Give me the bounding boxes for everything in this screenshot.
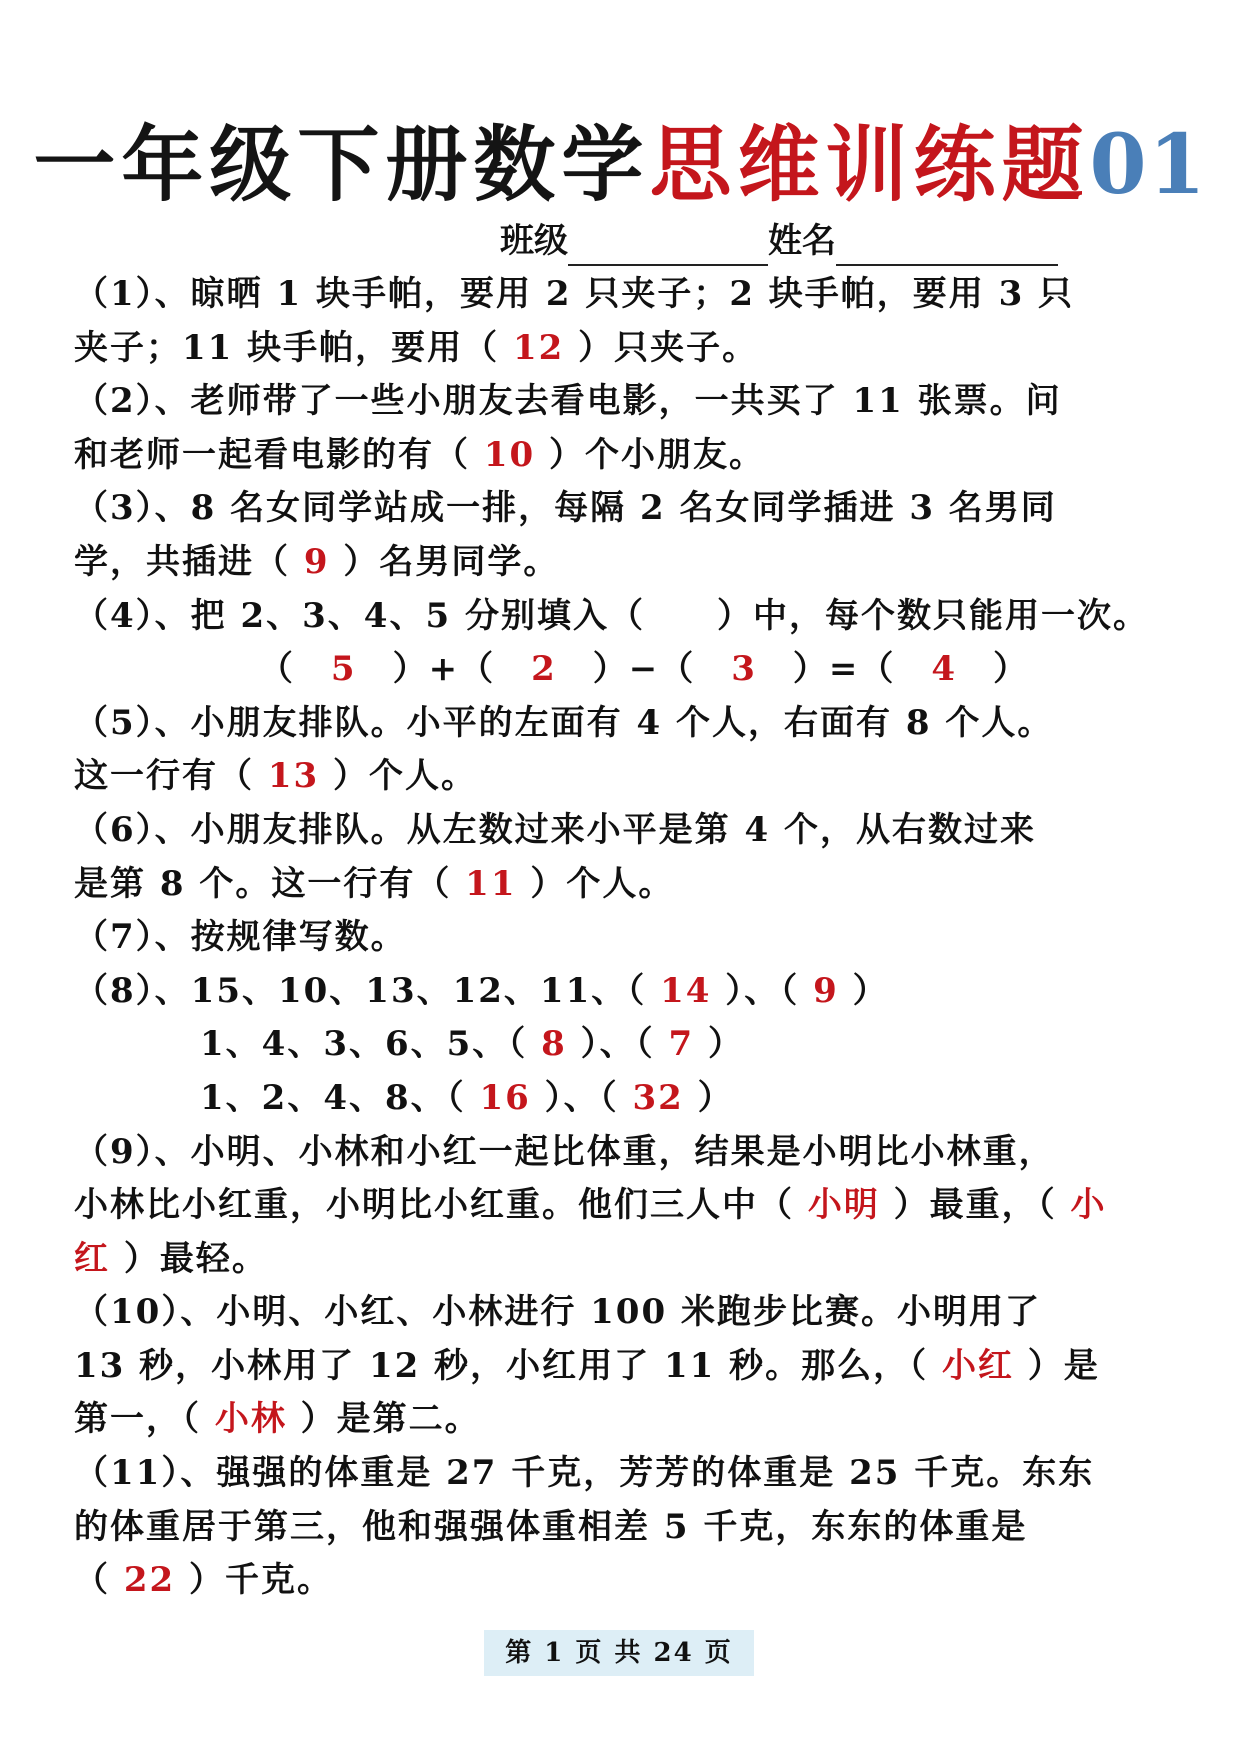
q2-answer: 10 <box>483 434 536 475</box>
q11-answer: 22 <box>123 1560 176 1601</box>
class-name-line <box>500 216 1058 266</box>
q2-line2: 和老师一起看电影的有（ 10 ）个小朋友。 <box>74 434 766 475</box>
q8-answer-6: 32 <box>632 1077 684 1118</box>
q9-line1: （9）、小明、小林和小红一起比体重，结果是小明比小林重， <box>74 1131 1055 1172</box>
q9-answer-2b: 红 <box>74 1238 110 1279</box>
title-red: 思维训练题 <box>649 117 1090 213</box>
q10-line2: 13 秒，小林用了 12 秒，小红用了 11 秒。那么，（ 小红 ）是 <box>74 1345 1100 1386</box>
q4-answer-1: 5 <box>330 649 357 690</box>
q9-line3: 红 ）最轻。 <box>74 1238 268 1279</box>
q4-answer-3: 3 <box>731 649 757 690</box>
q10-line3: 第一，（ 小林 ）是第二。 <box>74 1399 481 1440</box>
q9-answer-2a: 小 <box>1070 1185 1107 1226</box>
question-list <box>74 268 1174 1608</box>
name-blank[interactable] <box>836 224 1058 266</box>
q1-answer: 12 <box>513 327 565 368</box>
q5-answer: 13 <box>267 756 320 797</box>
q8-answer-1: 14 <box>660 970 712 1011</box>
q10-answer-2: 小林 <box>214 1399 287 1440</box>
q6-line1: （6）、小朋友排队。从左数过来小平是第 4 个，从右数过来 <box>74 809 1036 850</box>
q6-answer: 11 <box>465 863 517 904</box>
q3-line2: 学，共插进（ 9 ）名男同学。 <box>74 541 560 582</box>
q8-answer-4: 7 <box>668 1024 695 1065</box>
q8-row1: （8）、15、10、13、12、11、（ 14 ）、（ 9 ） <box>74 970 889 1011</box>
q11-line3: （ 22 ）千克。 <box>74 1560 334 1601</box>
q7-line1: （7）、按规律写数。 <box>74 917 407 958</box>
q8-answer-2: 9 <box>813 970 839 1011</box>
q6-line2: 是第 8 个。这一行有（ 11 ）个人。 <box>74 863 675 904</box>
q3-line1: （3）、8 名女同学站成一排，每隔 2 名女同学插进 3 名男同 <box>74 488 1057 529</box>
q8-row3: 1、2、4、8、（ 16 ）、（ 32 ） <box>200 1077 734 1118</box>
name-label: 姓名 <box>768 221 836 261</box>
q11-line1: （11）、强强的体重是 27 千克，芳芳的体重是 25 千克。东东 <box>74 1453 1095 1494</box>
q9-answer-1: 小明 <box>807 1185 880 1226</box>
q2-line1: （2）、老师带了一些小朋友去看电影，一共买了 11 张票。问 <box>74 381 1062 422</box>
q5-line2: 这一行有（ 13 ）个人。 <box>74 756 478 797</box>
q8-answer-5: 16 <box>479 1077 531 1118</box>
title-number: 01 <box>1089 117 1208 213</box>
q8-answer-3: 8 <box>541 1024 567 1065</box>
q11-line2: 的体重居于第三，他和强强体重相差 5 千克，东东的体重是 <box>74 1506 1028 1547</box>
q3-answer: 9 <box>303 541 330 582</box>
q4-equation: （ 5 ）+（ 2 ）−（ 3 ）=（ 4 ） <box>258 649 1030 690</box>
q1-line2: 夹子；11 块手帕，要用（ 12 ）只夹子。 <box>74 327 759 368</box>
q4-answer-2: 2 <box>531 649 557 690</box>
class-blank[interactable] <box>568 224 768 266</box>
q5-line1: （5）、小朋友排队。小平的左面有 4 个人，右面有 8 个人。 <box>74 702 1054 743</box>
q9-line2: 小林比小红重，小明比小红重。他们三人中（ 小明 ）最重，（ 小 <box>74 1185 1107 1226</box>
q1-line1: （1）、晾晒 1 块手帕，要用 2 只夹子；2 块手帕，要用 3 只 <box>74 274 1075 314</box>
q8-row2: 1、4、3、6、5、（ 8 ）、（ 7 ） <box>200 1024 744 1065</box>
class-label: 班级 <box>500 221 568 261</box>
q4-answer-4: 4 <box>931 649 958 690</box>
title-black: 一年级下册数学 <box>33 117 650 213</box>
q4-line1: （4）、把 2、3、4、5 分别填入（ ）中，每个数只能用一次。 <box>74 595 1149 636</box>
q10-line1: （10）、小明、小红、小林进行 100 米跑步比赛。小明用了 <box>74 1292 1041 1333</box>
page-title <box>0 110 1241 220</box>
q10-answer-1: 小红 <box>941 1345 1014 1386</box>
page-footer: 第 1 页 共 24 页 <box>484 1630 754 1676</box>
